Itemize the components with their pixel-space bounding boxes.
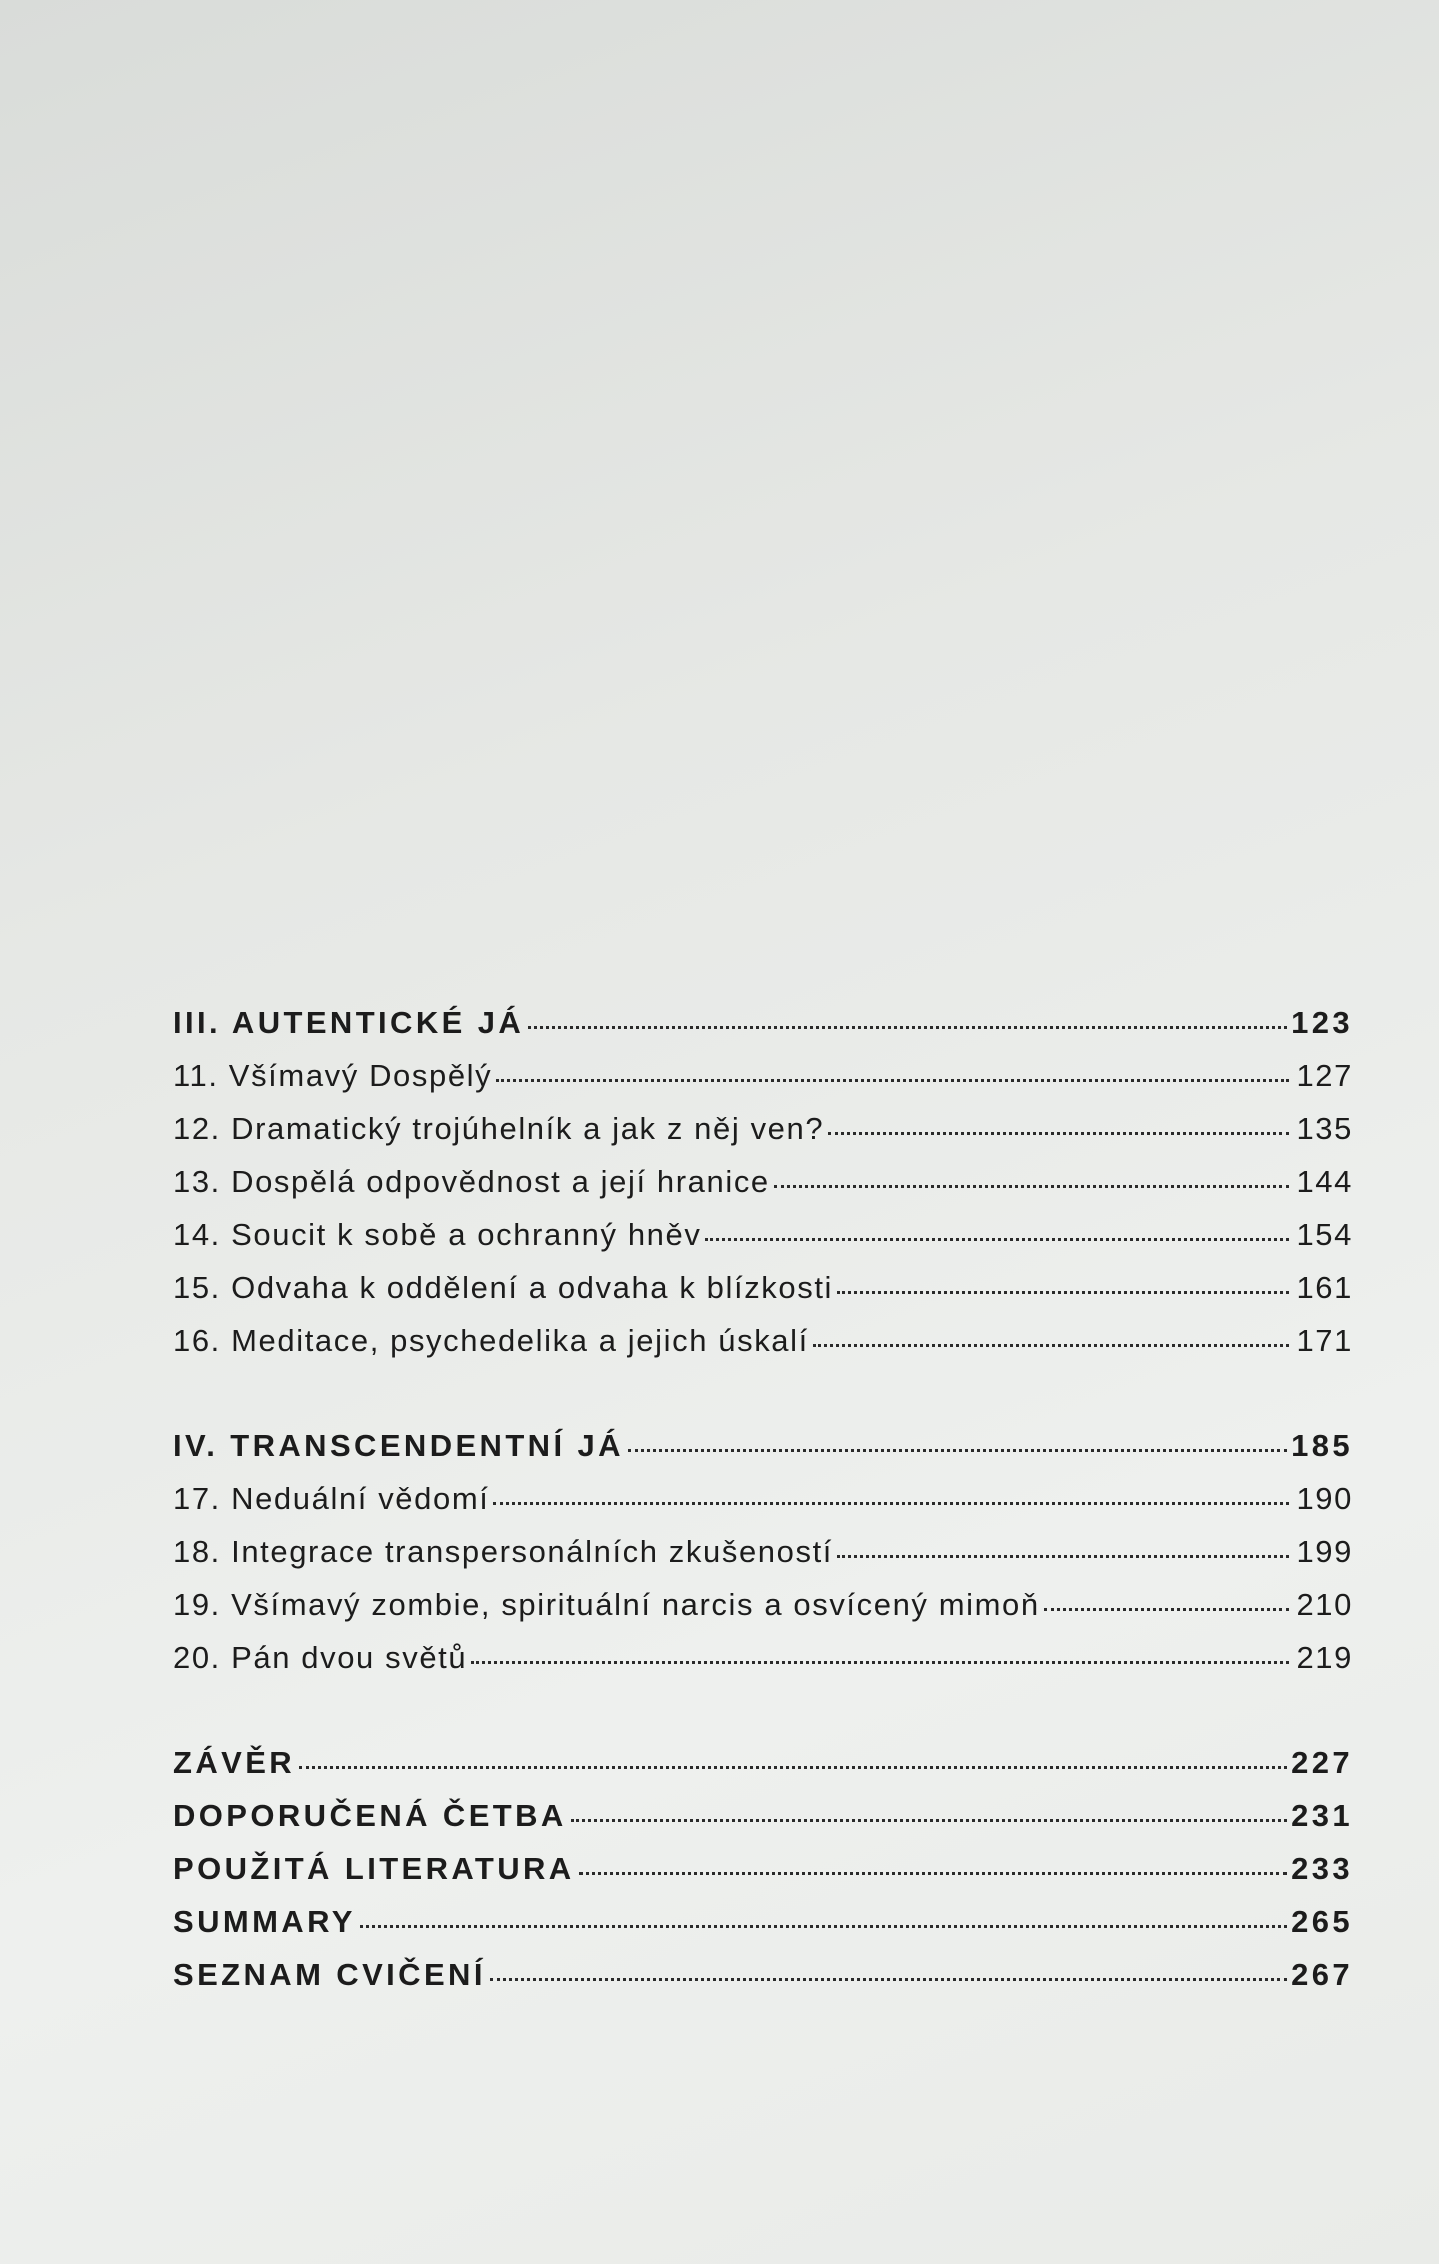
toc-section-iv [173,1428,1353,1693]
toc-page-number: 219 [1296,1640,1353,1675]
toc-page-number: 210 [1296,1587,1353,1622]
toc-heading-label: III. AUTENTICKÉ JÁ [173,1005,525,1040]
toc-heading [173,1957,1353,2010]
toc-entry-label: 13. Dospělá odpovědnost a její hranice [173,1164,770,1199]
leader-dots [471,1661,1289,1664]
toc-entry-label: 15. Odvaha k oddělení a odvaha k blízkosti [173,1270,834,1305]
leader-dots [774,1185,1289,1188]
toc-section-iii [173,1005,1353,1376]
leader-dots [571,1819,1287,1822]
leader-dots [813,1344,1289,1347]
leader-dots [1044,1608,1289,1611]
toc-entry [173,1111,1353,1164]
leader-dots [837,1555,1289,1558]
toc-page-number: 127 [1296,1058,1353,1093]
toc-entry [173,1058,1353,1111]
toc-heading [173,1428,1353,1481]
toc-heading [173,1798,1353,1851]
toc-entry-label: 14. Soucit k sobě a ochranný hněv [173,1217,702,1252]
leader-dots [490,1978,1287,1981]
toc-heading-label: ZÁVĚR [173,1745,296,1780]
toc-page-number: 233 [1291,1851,1353,1886]
toc-page-number: 227 [1291,1745,1353,1780]
toc-entry-label: 16. Meditace, psychedelika a jejich úskalí [173,1323,809,1358]
toc-page-number: 135 [1296,1111,1353,1146]
toc-heading-label: DOPORUČENÁ ČETBA [173,1798,567,1833]
toc-heading-label: SUMMARY [173,1904,356,1939]
leader-dots [493,1502,1289,1505]
toc-entry [173,1323,1353,1376]
toc-heading [173,1745,1353,1798]
leader-dots [579,1872,1287,1875]
toc-page-number: 185 [1291,1428,1353,1463]
toc-page-number: 231 [1291,1798,1353,1833]
leader-dots [299,1766,1287,1769]
toc-entry [173,1217,1353,1270]
toc-heading [173,1904,1353,1957]
toc-entry [173,1481,1353,1534]
toc-heading-label: SEZNAM CVIČENÍ [173,1957,486,1992]
leader-dots [705,1238,1289,1241]
leader-dots [528,1026,1287,1029]
toc-entry-label: 12. Dramatický trojúhelník a jak z něj ven? [173,1111,825,1146]
toc-heading [173,1851,1353,1904]
toc-page-number: 267 [1291,1957,1353,1992]
toc-entry [173,1587,1353,1640]
toc-entry-label: 11. Všímavý Dospělý [173,1058,493,1093]
toc-heading [173,1005,1353,1058]
leader-dots [628,1449,1287,1452]
leader-dots [360,1925,1287,1928]
toc-page-number: 144 [1296,1164,1353,1199]
toc-back-matter [173,1745,1353,2010]
toc-page-number: 161 [1296,1270,1353,1305]
toc-entry [173,1640,1353,1693]
toc-entry-label: 19. Všímavý zombie, spirituální narcis a osvícený mimoň [173,1587,1040,1622]
toc-page-number: 190 [1296,1481,1353,1516]
toc-entry-label: 18. Integrace transpersonálních zkušeností [173,1534,833,1569]
toc-page-number: 154 [1296,1217,1353,1252]
toc-entry-label: 17. Neduální vědomí [173,1481,490,1516]
toc-entry [173,1270,1353,1323]
toc-heading-label: POUŽITÁ LITERATURA [173,1851,575,1886]
table-of-contents [173,1005,1353,2062]
toc-entry [173,1534,1353,1587]
leader-dots [828,1132,1289,1135]
toc-page-number: 123 [1291,1005,1353,1040]
toc-entry [173,1164,1353,1217]
toc-heading-label: IV. TRANSCENDENTNÍ JÁ [173,1428,624,1463]
toc-page-number: 265 [1291,1904,1353,1939]
toc-page-number: 171 [1296,1323,1353,1358]
toc-page-number: 199 [1296,1534,1353,1569]
leader-dots [496,1079,1289,1082]
leader-dots [837,1291,1289,1294]
toc-entry-label: 20. Pán dvou světů [173,1640,468,1675]
